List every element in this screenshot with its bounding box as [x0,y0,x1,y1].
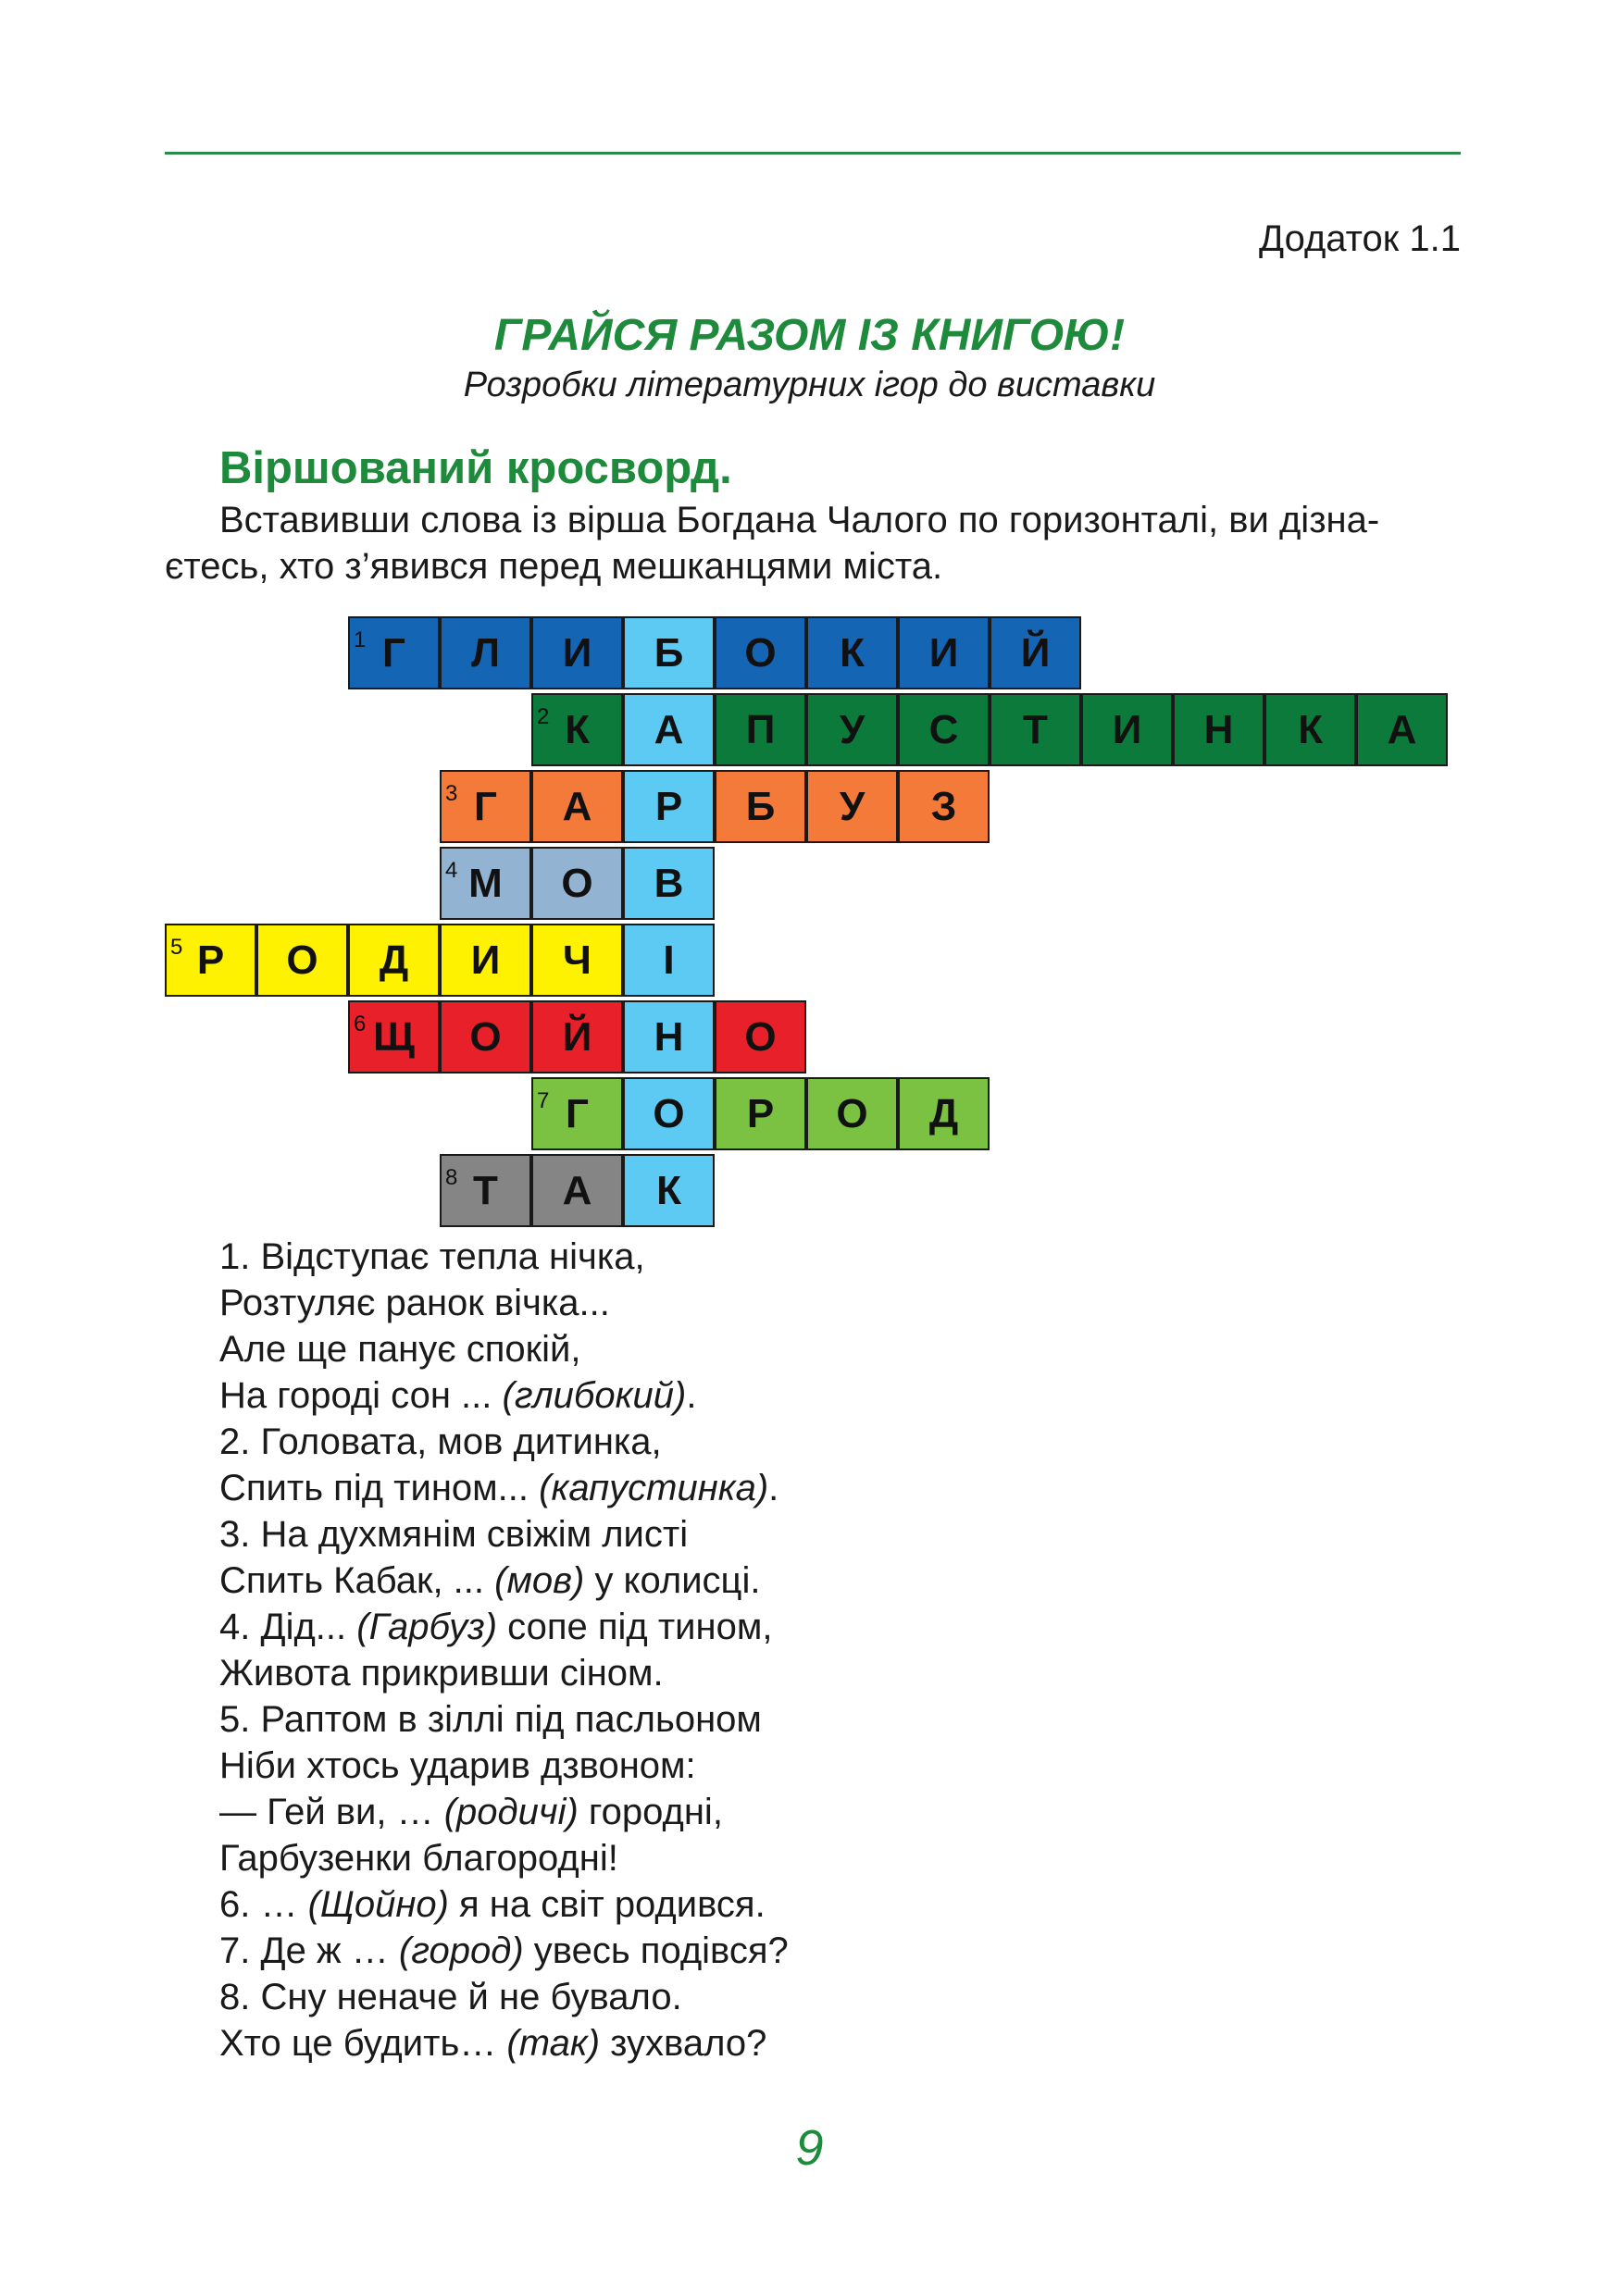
crossword-letter: Б [654,629,684,676]
poem-answer: (Щойно) [307,1884,449,1925]
poem-answer: (мов) [494,1560,585,1601]
poem-answer: (капустинка) [539,1468,769,1508]
poem-text: зухвало? [600,2023,767,2064]
crossword-cell-1-8 [990,616,1081,689]
crossword-letter: О [469,1013,502,1060]
crossword-letter: І [663,937,675,983]
crossword-cell-2-2 [623,693,715,766]
crossword-letter: О [561,860,593,906]
poem-text: 1. Відступає тепла нічка, [219,1236,645,1277]
poem-line [219,1604,789,1650]
crossword-cell-5-3 [348,924,440,997]
crossword-cell-5-6 [623,924,715,997]
poem-text: Ніби хтось ударив дзвоном: [219,1745,696,1786]
crossword-cell-4-1 [440,847,531,920]
crossword-letter: А [654,706,684,752]
poem-answer: (глибокий) [502,1375,687,1416]
poem-line [219,1928,789,1974]
crossword-cell-1-7 [898,616,990,689]
clue-number: 6 [354,1011,367,1036]
poem-line [219,1419,789,1465]
crossword-letter: С [928,706,959,752]
crossword-letter: Ч [563,937,592,983]
poem-text: . [686,1375,697,1416]
crossword-cell-2-10 [1356,693,1448,766]
poem-line [219,1696,789,1743]
crossword-letter: А [562,1167,592,1213]
poem-text: сопе під тином, [497,1607,773,1647]
clue-number: 3 [445,781,458,806]
poem-line [219,1372,789,1419]
crossword-cell-4-2 [531,847,623,920]
crossword-cell-3-6 [898,770,990,843]
poem-line [219,1789,789,1835]
page-subtitle: Розробки літературних ігор до виставки [463,366,1156,404]
crossword-cell-2-9 [1264,693,1356,766]
crossword-letter: Й [1020,629,1051,676]
crossword-cell-1-2 [440,616,531,689]
crossword-letter: И [928,629,959,676]
crossword-letter: В [654,860,684,906]
clue-number: 5 [170,935,183,960]
poem-text: городні, [578,1792,723,1832]
crossword-cell-7-1 [531,1077,623,1150]
poem-text: 5. Раптом в зіллі під пасльоном [219,1699,762,1740]
poem-text: 4. Дід... [219,1607,357,1647]
crossword-cell-6-4 [623,1000,715,1074]
poem [219,1234,789,2066]
crossword-letter: А [562,783,592,829]
poem-text: 3. На духмянім свіжім листі [219,1514,689,1555]
poem-text: 2. Головата, мов дитинка, [219,1421,662,1462]
poem-answer: (город) [398,1930,524,1971]
crossword-cell-7-3 [715,1077,806,1150]
poem-line [219,1974,789,2020]
poem-answer: (Гарбуз) [356,1607,498,1647]
clue-number: 2 [537,704,550,729]
poem-text: у колисці. [584,1560,761,1601]
crossword-cell-7-4 [806,1077,898,1150]
crossword-cell-6-5 [715,1000,806,1074]
crossword-letter: Г [474,783,497,829]
crossword-letter: О [286,937,318,983]
crossword-letter: А [1387,706,1417,752]
crossword-letter: К [840,629,865,676]
poem-line [219,1835,789,1881]
crossword-letter: М [468,860,503,906]
crossword-cell-5-1 [165,924,256,997]
crossword-cell-3-4 [715,770,806,843]
crossword-letter: П [745,706,776,752]
crossword-cell-6-3 [531,1000,623,1074]
poem-text: На городі сон ... [219,1375,503,1416]
poem-line [219,1234,789,1280]
poem-text: Але ще панує спокій, [219,1329,581,1370]
poem-text: 8. Сну неначе й не бувало. [219,1977,682,2017]
crossword-letter: К [656,1167,681,1213]
crossword-cell-2-3 [715,693,806,766]
poem-line [219,1881,789,1928]
intro-line-2: єтесь, хто з’явився перед мешканцями міста. [165,546,943,587]
poem-text: Гарбузенки благородні! [219,1838,618,1879]
crossword-letter: Л [471,629,500,676]
poem-line [219,1558,789,1604]
page-number: 9 [795,2120,824,2176]
crossword-cell-2-6 [990,693,1081,766]
poem-text: Розтуляє ранок вічка... [219,1283,610,1323]
poem-line [219,1280,789,1326]
crossword-cell-8-1 [440,1154,531,1227]
poem-answer: (так) [506,2023,601,2064]
crossword-letter: К [1298,706,1323,752]
crossword-cell-7-5 [898,1077,990,1150]
crossword-cell-5-2 [256,924,348,997]
crossword-cell-3-5 [806,770,898,843]
page-title: ГРАЙСЯ РАЗОМ ІЗ КНИГОЮ! [493,311,1126,360]
crossword-letter: И [562,629,592,676]
poem-answer: (родичі) [443,1792,579,1832]
crossword-cell-1-5 [715,616,806,689]
crossword-letter: Н [654,1013,684,1060]
crossword-cell-2-5 [898,693,990,766]
crossword-cell-2-7 [1081,693,1173,766]
crossword-letter: К [565,706,590,752]
appendix-label: Додаток 1.1 [1259,218,1461,259]
section-heading: Віршований кросворд. [219,443,732,493]
poem-text: 6. … [219,1884,308,1925]
crossword-letter: О [744,1013,777,1060]
poem-text: Хто це будить… [219,2023,507,2064]
poem-line [219,1511,789,1558]
poem-line [219,1650,789,1696]
crossword-cell-3-3 [623,770,715,843]
crossword-letter: Р [196,937,225,983]
crossword-cell-3-1 [440,770,531,843]
crossword-cell-1-1 [348,616,440,689]
poem-line [219,1743,789,1789]
crossword-letter: Т [473,1167,498,1213]
crossword-cell-3-2 [531,770,623,843]
crossword-letter: И [470,937,501,983]
crossword-cell-2-8 [1173,693,1264,766]
intro-paragraph [165,497,1461,590]
crossword-letter: Н [1203,706,1234,752]
crossword-letter: И [1112,706,1142,752]
crossword-cell-6-1 [348,1000,440,1074]
crossword-letter: У [839,706,866,752]
crossword-letter: Г [382,629,405,676]
crossword-cell-2-1 [531,693,623,766]
crossword-cell-5-4 [440,924,531,997]
crossword-cell-5-5 [531,924,623,997]
crossword-cell-6-2 [440,1000,531,1074]
crossword-cell-1-6 [806,616,898,689]
poem-line [219,1326,789,1372]
crossword-letter: Д [928,1090,959,1136]
crossword-cell-7-2 [623,1077,715,1150]
crossword-cell-1-3 [531,616,623,689]
crossword-letter: О [836,1090,868,1136]
crossword-letter: Б [745,783,776,829]
poem-line [219,2020,789,2066]
crossword-letter: З [930,783,957,829]
poem-text: . [768,1468,779,1508]
poem-line [219,1465,789,1511]
clue-number: 8 [445,1165,458,1190]
clue-number: 4 [445,858,458,883]
crossword-letter: Щ [373,1013,415,1060]
crossword-letter: Й [562,1013,592,1060]
poem-text: Живота прикривши сіном. [219,1653,664,1694]
crossword-cell-4-3 [623,847,715,920]
poem-text: — Гей ви, … [219,1792,444,1832]
crossword-letter: О [744,629,777,676]
crossword-cell-8-2 [531,1154,623,1227]
crossword-cell-8-3 [623,1154,715,1227]
crossword-letter: Д [379,937,409,983]
poem-text: Спить Кабак, ... [219,1560,495,1601]
clue-number: 1 [354,627,367,652]
crossword-letter: Г [566,1090,589,1136]
poem-text: увесь подівся? [523,1930,789,1971]
poem-text: Спить під тином... [219,1468,540,1508]
poem-text: 7. Де ж … [219,1930,399,1971]
crossword-letter: О [653,1090,685,1136]
intro-line-1: Вставивши слова із вірша Богдана Чалого по горизонталі, ви дізна- [219,500,1380,540]
crossword-letter: Т [1023,706,1048,752]
crossword-letter: Р [654,783,683,829]
crossword-letter: Р [746,1090,775,1136]
crossword-letter: У [839,783,866,829]
top-rule [165,152,1461,155]
clue-number: 7 [537,1088,550,1113]
crossword-cell-1-4 [623,616,715,689]
crossword-cell-2-4 [806,693,898,766]
poem-text: я на світ родився. [448,1884,766,1925]
